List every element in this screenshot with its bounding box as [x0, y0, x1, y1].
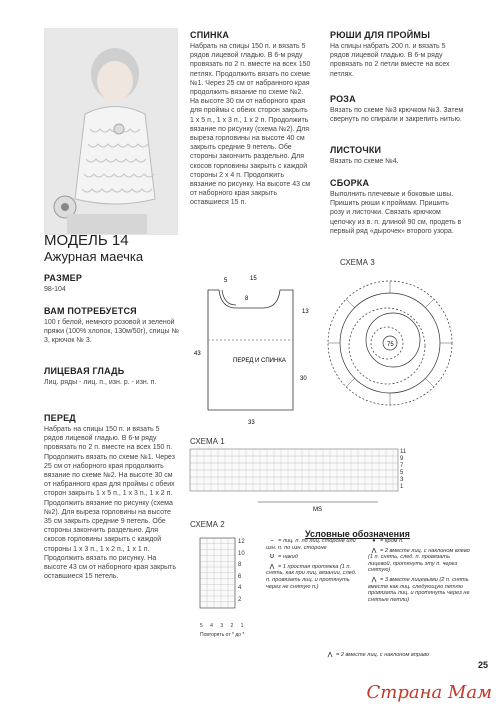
schema3-label: СХЕМА 3 — [340, 258, 375, 267]
schema1-row-numbers — [400, 449, 406, 491]
schema2-grid — [196, 534, 244, 624]
model-title: МОДЕЛЬ 14 — [44, 232, 129, 249]
legend-text: = 3 вместе лицевыми (2 п. снять вместе как лиц. следующую петлю провязать лиц. и протянуть через не снятые петли) — [368, 576, 470, 603]
materials-heading: ВАМ ПОТРЕБУЕТСЯ — [44, 306, 137, 316]
site-watermark: Страна Мам — [366, 682, 492, 703]
legend-col-left — [266, 538, 361, 590]
legend-text: = 2 вместе лиц. с наклоном вправо — [336, 652, 430, 658]
dim-right-bottom: 30 — [300, 376, 307, 382]
assembly-section — [330, 178, 465, 236]
row-num: 2 — [238, 596, 242, 603]
leaves-section — [330, 145, 465, 166]
back-text: Набрать на спицы 150 п. и вязать 5 рядов лицевой гладью. В 6-м ряду провязать по 2 п. вместе на всех 150 петлях. Продолжить вязать по схеме №1. Через 25 см от набранного края продолжить вязание по схеме №2. На высоте 30 см от наборного края для проймы с обеих сторон закрыть 1 х 5 п., 1 х 3 п., 1 х 2 п. Продолжить вязание по рисунку (схема №2). Для выреза горловины на высоте 40 см закрыть средние 9 петель. Обе стороны закончить раздельно. Для скосов горловины закрыть с каждой стороны 2 х 4 п. Продолжить вязание по рисунку. На высоте 43 см от наборного края закрыть оставшиеся 15 п. — [190, 43, 311, 207]
model-subtitle: Ажурная маечка — [44, 249, 144, 264]
leaves-text: Вязать по схеме №4. — [330, 158, 399, 165]
schema2-cols: 5 4 3 2 1 — [200, 623, 247, 629]
size-section — [44, 273, 179, 294]
legend-text: = накид — [278, 554, 298, 561]
legend-symbol: ⋀ — [371, 576, 377, 583]
model-title-block — [44, 233, 184, 265]
legend-item — [368, 548, 470, 574]
row-num: 5 — [400, 470, 404, 476]
row-num: 3 — [400, 477, 404, 483]
legend-title-text: Условные обозначения — [305, 529, 410, 539]
dim-top-left: 5 — [224, 278, 228, 284]
dim-left: 43 — [194, 351, 201, 357]
schema1-grid — [188, 447, 418, 517]
pattern-label: ПЕРЕД И СПИНКА — [233, 358, 286, 364]
stockinette-section — [44, 366, 179, 387]
schema1-label: СХЕМА 1 — [190, 437, 225, 446]
legend-symbol: ⋀ — [327, 652, 333, 658]
legend-item-last — [324, 652, 474, 659]
legend-text: = лиц. п. по лиц. стороне или изн. п. по изн. стороне — [266, 538, 356, 551]
svg-text:75: 75 — [387, 342, 394, 348]
row-num: 7 — [400, 463, 404, 469]
dim-top-mid: 15 — [250, 276, 257, 282]
legend-item — [266, 538, 361, 551]
front-heading: ПЕРЕД — [44, 413, 76, 423]
page-number: 25 — [477, 660, 488, 670]
dim-bottom: 33 — [248, 420, 255, 426]
legend-text: = 2 вместе лиц. с наклоном влево (1 п. снять, след. п. провязать лицевой, протянуть эту п. через снятую) — [368, 547, 470, 574]
row-num: 8 — [238, 562, 242, 568]
schema2-row-numbers — [238, 537, 245, 606]
row-num: 11 — [400, 449, 407, 455]
legend-symbol: ● — [372, 538, 376, 544]
legend-col-right — [368, 538, 470, 603]
stockinette-text: Лиц. ряды - лиц. п., изн. р. - изн. п. — [44, 379, 157, 386]
schema2-footer: Повторять от * до * — [200, 632, 245, 638]
row-num: 4 — [238, 585, 242, 591]
girl-illustration — [45, 29, 177, 234]
legend-item — [368, 538, 470, 545]
legend-item — [266, 564, 361, 590]
schema3-rose-diagram — [315, 268, 465, 418]
row-num: 12 — [238, 539, 245, 545]
leaves-heading: ЛИСТОЧКИ — [330, 145, 382, 155]
row-num: 1 — [400, 484, 404, 490]
ruffles-section — [330, 30, 465, 79]
front-text: Набрать на спицы 150 п. и вязать 5 рядов лицевой гладью. В 6-м ряду провязать по 2 п. вместе на всех 150 п. Продолжить вязать по схеме №1. Через 25 см от наборного края продолжить вязание по схеме №2. На высоте 30 см от набранного края для проймы с обеих сторон закрыть 1 х 5 п., 1 х 3 п., 1 х 2 п. Продолжить вязание по рисунку (схема №2). Для выреза горловины на высоте 35 см закрыть средние 9 петель. Обе стороны закончить раздельно. Для скосов горловины закрыть с каждой стороны 1 х 3 п., 1 х 2 п., 1 х 1 п. Продолжить вязать по рисунку. На высоте 43 см от наборного края закрыть оставшиеся 15 петель. — [44, 426, 176, 581]
row-num: 9 — [400, 456, 404, 462]
stockinette-heading: ЛИЦЕВАЯ ГЛАДЬ — [44, 366, 125, 376]
child-photo — [44, 28, 178, 235]
rose-text: Вязать по схеме №3 крючком №3. Затем свернуть по спирали и закрепить нитью. — [330, 107, 464, 124]
row-num: 6 — [238, 573, 242, 580]
rose-heading: РОЗА — [330, 94, 356, 104]
ruffles-heading: РЮШИ ДЛЯ ПРОЙМЫ — [330, 30, 431, 40]
size-text: 98-104 — [44, 286, 66, 293]
schema2-label: СХЕМА 2 — [190, 520, 225, 529]
size-heading: РАЗМЕР — [44, 273, 83, 283]
dim-right-top: 13 — [302, 309, 309, 315]
row-num: 10 — [238, 550, 245, 557]
legend-symbol: U — [269, 554, 275, 561]
legend-item — [368, 577, 470, 603]
assembly-text: Выполнить плечевые и боковые швы. Пришить рюши к проймам. Пришить розу и листочки. Связать крючком цепочку из в. п. длиной 90 см, продеть в первый ряд «дырочек» второго узора. — [330, 191, 462, 235]
materials-section — [44, 306, 179, 346]
legend-symbol: ⋀ — [371, 547, 377, 554]
pattern-schematic — [188, 270, 318, 432]
legend-text: = кром п. — [380, 538, 404, 544]
assembly-heading: СБОРКА — [330, 178, 370, 188]
legend-symbol: – — [270, 538, 274, 544]
front-section — [44, 413, 179, 581]
back-heading: СПИНКА — [190, 30, 230, 40]
legend-text: = 1 простая протяжка (1 п. снять, как при лиц. вязании, след. п. провязать лиц. и протянуть через не снятую п.) — [266, 563, 357, 590]
back-section — [190, 30, 312, 208]
dim-neck: 8 — [245, 296, 249, 302]
legend-item — [266, 554, 361, 561]
ruffles-text: На спицы набрать 200 п. и вязать 5 рядов лицевой гладью. В 6-м ряду провязать по 2 петли вместе на всех петлях. — [330, 43, 450, 78]
materials-text: 100 г белой, немного розовой и зеленой пряжи (100% хлопок, 130м/50г), спицы № 3, крючок № 3. — [44, 319, 179, 345]
schema1-ms: MS — [313, 507, 322, 513]
rose-section — [330, 94, 465, 124]
legend-symbol: ⋀ — [269, 563, 275, 570]
